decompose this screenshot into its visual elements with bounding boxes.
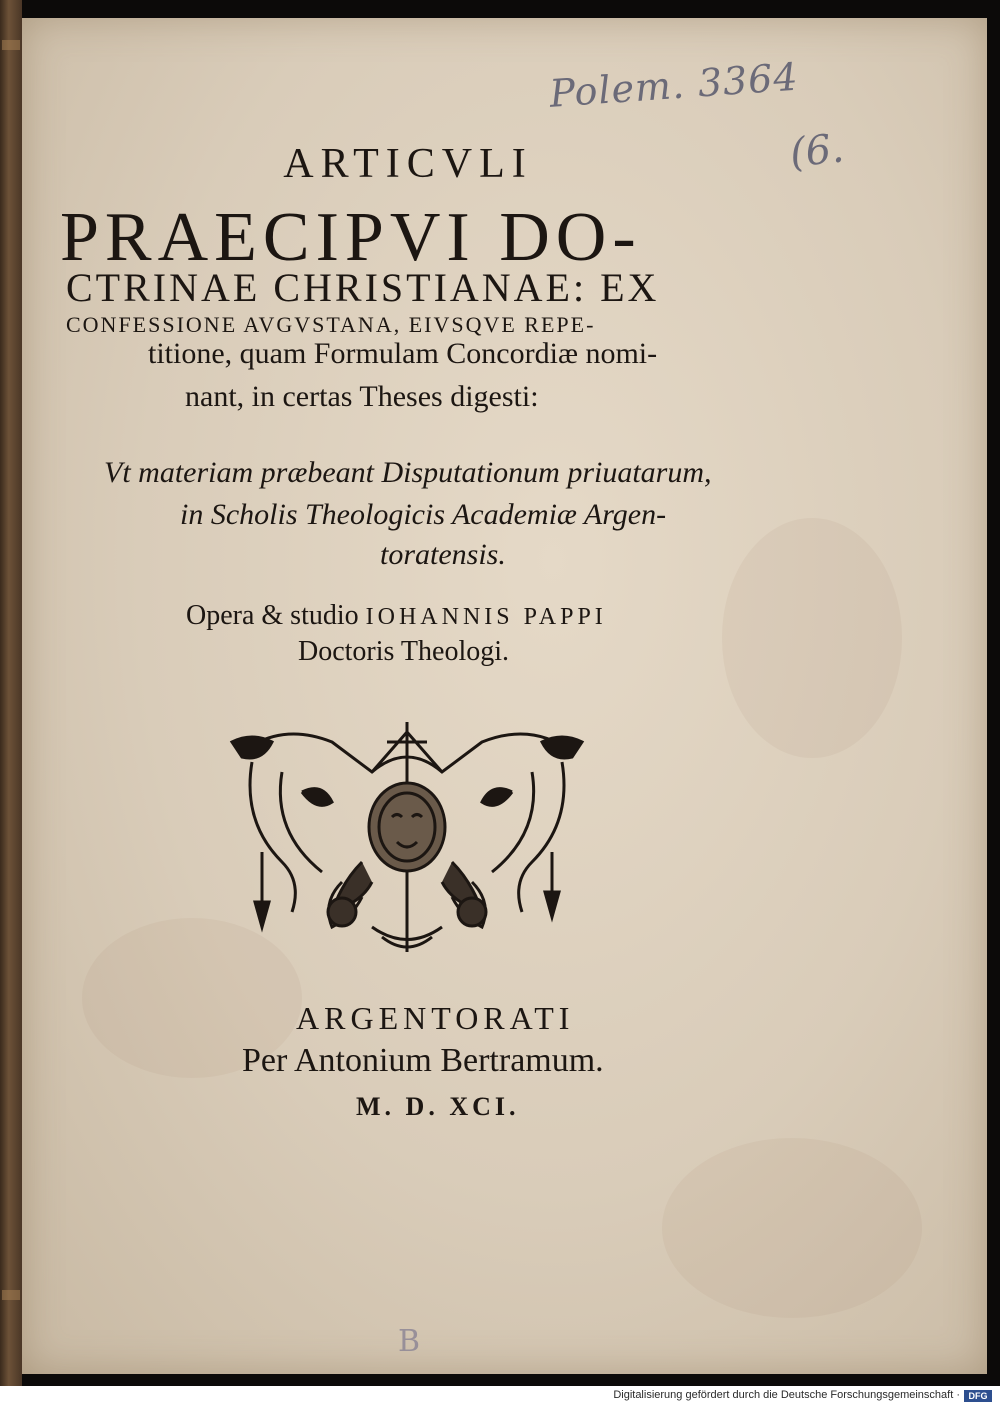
title-line-confessione: CONFESSIONE AVGVSTANA, EIVSQVE REPE- <box>66 312 596 337</box>
author-line <box>186 600 646 632</box>
author-title: Doctoris Theologi. <box>298 636 510 667</box>
handwritten-bottom-mark: B <box>398 1324 421 1359</box>
paper-stain <box>662 1138 922 1318</box>
paper-stain <box>722 518 902 758</box>
purpose-line-3: toratensis. <box>380 538 506 571</box>
dfg-logo-icon: DFG <box>964 1390 992 1402</box>
handwritten-shelfmark-suffix: (6. <box>787 125 847 177</box>
spine-band <box>2 40 20 50</box>
imprint-printer: Per Antonium Bertramum. <box>242 1042 604 1079</box>
footer-bar <box>0 1386 1000 1406</box>
title-line-doctrinae: CTRINAE CHRISTIANAE: EX <box>66 265 660 310</box>
imprint-date: M. D. XCI. <box>356 1092 520 1121</box>
author-name: IOHANNIS PAPPI <box>365 604 607 630</box>
title-line-praecipui: PRAECIPVI DO- <box>60 199 642 276</box>
purpose-line-1: Vt materiam præbeant Disputationum priuatarum, <box>104 456 712 489</box>
title-line-titione: titione, quam Formulam Concordiæ nomi- <box>148 337 658 370</box>
purpose-line-2: in Scholis Theologicis Academiæ Argen- <box>180 498 667 531</box>
funding-notice: Digitalisierung gefördert durch die Deutsche Forschungsgemeinschaft · <box>613 1389 960 1401</box>
imprint-place: ARGENTORATI <box>296 1000 575 1036</box>
handwritten-shelfmark: Polem. 3364 <box>548 54 800 116</box>
book-spine <box>0 0 22 1386</box>
title-line-nant: nant, in certas Theses digesti: <box>185 380 539 413</box>
author-prefix: Opera & studio <box>186 600 366 631</box>
printer-device-ornament-icon <box>222 712 592 962</box>
spine-band <box>2 1290 20 1300</box>
title-line-articuli: ARTICVLI <box>283 141 533 187</box>
